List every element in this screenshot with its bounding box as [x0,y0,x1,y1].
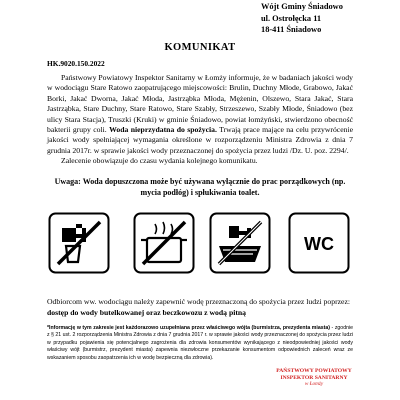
alternative-supply-text: Odbiorcom ww. wodociągu należy zapewnić wodę przeznaczoną do spożycia przez ludzi poprzez: [47,297,351,306]
stamp-line-1: PAŃSTWOWY POWIATOWY [276,368,352,374]
pictogram-row [0,212,400,288]
usage-warning: Uwaga: Woda dopuszczona może być używana wyłącznie do prac porządkowych (np. mycia podłóg) i spłukiwania toalet. [54,177,346,197]
footnote-bold: *Informację w tym zakresie jest każdorazowo uzupełniana przez właściwego wójta (burmistrza, prezydenta miasta) [47,325,330,331]
stamp-line-2: INSPEKTOR SANITARNY [280,374,348,381]
wc-label: WC [304,234,334,254]
reference-number: HK.9020.150.2022 [47,59,105,68]
wc-icon [288,212,350,274]
bottled-water-notice: dostęp do wody butelkowanej oraz beczkowozu z wodą pitną [47,307,247,317]
paragraph-main [47,73,353,156]
no-cooking-pot-icon [133,212,195,274]
footnote [47,325,353,362]
no-drinking-tap-icon [48,212,110,274]
address-line-1: Wójt Gminy Śniadowo [261,2,343,11]
paragraph-main-text-2: Trwają prace mające na celu przywrócenie jakości wody spełniającej wymagania określone w rozporządzeniu Ministra Zdrowia z dnia 7 grudnia 2017r. w sprawie jakości wody przeznaczonej do spożycia przez ludzi /Dz. U. poz. 2294/. [47,125,354,155]
no-washing-basin-icon [209,212,271,274]
address-line-2: ul. Ostrołęcka 11 [261,13,322,23]
document-title: KOMUNIKAT [164,42,236,53]
water-unfit-notice: Woda nieprzydatna do spożycia. [109,125,217,135]
address-line-3: 18-411 Śniadowo [261,25,322,34]
paragraph-main-text: Państwowy Powiatowy Inspektor Sanitarny w Łomży informuje, że w badaniach jakości wody w wodociągu Stare Ratowo zaopatrującego miejscowości: Brulin, Duchny Młode, Grabowo, Jakać Borki, Jakać Dworna, Jakać Młoda, Jastrząbka Młoda, Mężenin, Olszewo, Stara Jakać, Stara Jastrząbka, Stare Duchny, Stare Ratowo, Stare Szabły, Strzeszewo, Szabły Młode, Śniadowo (bez ulicy Stara Stacja), Truszki (Kruki) w gminie Śniadowo, powiat łomżyński, stwierdzono obecność bakterii grupy coli. [47,73,353,135]
alternative-supply [47,297,353,318]
inspector-stamp [252,368,376,388]
recipient-address [261,1,343,36]
footnote-text: - zgodnie z § 21 ust. 2 rozporządzenia Ministra Zdrowia z dnia 7 grudnia 2017 r. w sprawie jakości wody przeznaczonej do spożycia przez ludzi w przypadku pojawienia się potencjalnego zagrożenia dla zdrowia konsumentów wynikającego z nieodpowiedniej jakości wody właściwy wójt (burmistrz, prezydent miasta) zapewnia niezwłoczne przekazanie konsumentom odpowiednich zaleceń wraz ze wskazaniem sposobu zaopatrzenia ich w wodę bezpieczną dla zdrowia). [47,325,354,361]
stamp-line-3: w Łomży [304,381,324,388]
paragraph-validity: Zalecenie obowiązuje do czasu wydania kolejnego komunikatu. [61,156,258,165]
